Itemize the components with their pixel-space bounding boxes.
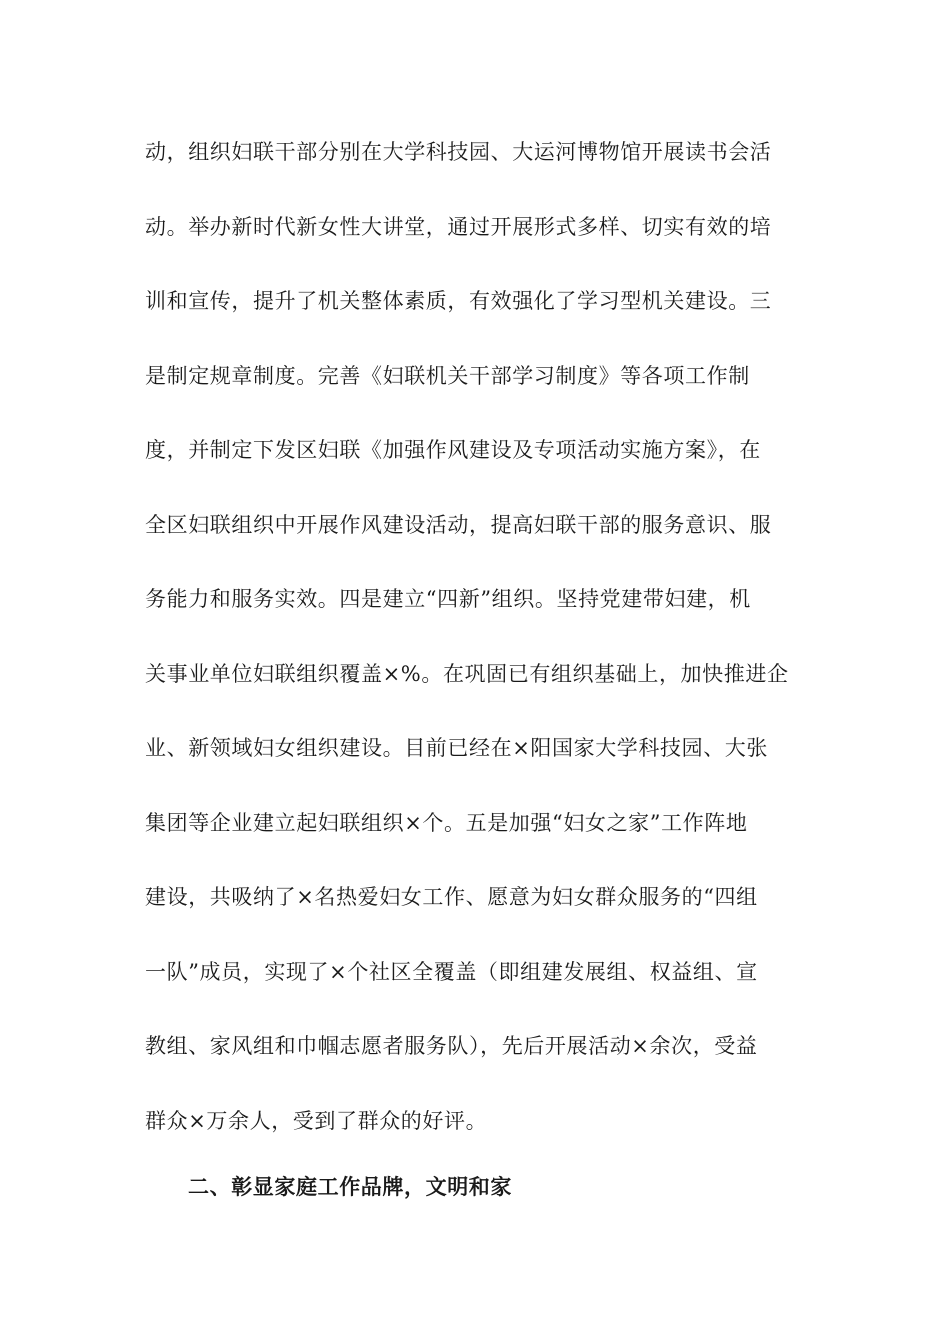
paragraph-line-10: 集团等企业建立起妇联组织×个。五是加强“妇女之家”工作阵地 [145, 811, 748, 835]
paragraph-line-14: 群众×万余人，受到了群众的好评。 [145, 1109, 488, 1133]
paragraph-line-7: 务能力和服务实效。四是建立“四新”组织。坚持党建带妇建，机 [145, 587, 751, 611]
paragraph-line-2: 动。举办新时代新女性大讲堂，通过开展形式多样、切实有效的培 [145, 215, 772, 239]
paragraph-line-3: 训和宣传，提升了机关整体素质，有效强化了学习型机关建设。三 [145, 289, 772, 313]
paragraph-line-6: 全区妇联组织中开展作风建设活动，提高妇联干部的服务意识、服 [145, 513, 772, 537]
paragraph-line-13: 教组、家风组和巾帼志愿者服务队），先后开展活动×余次，受益 [145, 1034, 758, 1058]
paragraph-line-8: 关事业单位妇联组织覆盖×%。在巩固已有组织基础上，加快推进企 [145, 662, 789, 686]
section-heading: 二、彰显家庭工作品牌，文明和家 [188, 1174, 512, 1199]
paragraph-line-12: 一队”成员，实现了×个社区全覆盖（即组建发展组、权益组、宣 [145, 960, 758, 984]
paragraph-line-5: 度，并制定下发区妇联《加强作风建设及专项活动实施方案》，在 [145, 438, 761, 462]
paragraph-line-4: 是制定规章制度。完善《妇联机关干部学习制度》等各项工作制 [145, 364, 750, 388]
paragraph-line-11: 建设，共吸纳了×名热爱妇女工作、愿意为妇女群众服务的“四组 [145, 885, 758, 909]
paragraph-line-1: 动，组织妇联干部分别在大学科技园、大运河博物馆开展读书会活 [145, 140, 772, 164]
paragraph-line-9: 业、新领域妇女组织建设。目前已经在×阳国家大学科技园、大张 [145, 736, 768, 760]
